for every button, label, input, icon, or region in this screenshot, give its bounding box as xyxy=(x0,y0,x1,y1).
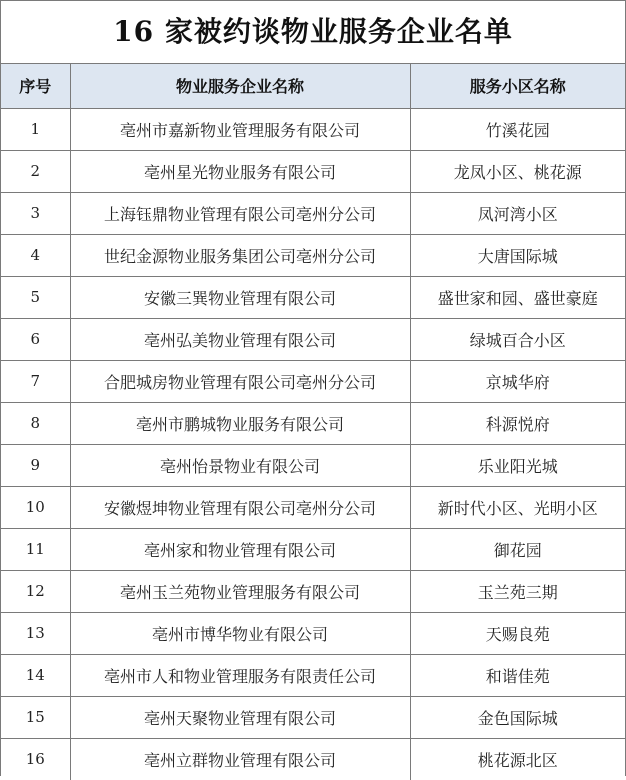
community-name: 御花园 xyxy=(410,528,625,570)
community-name: 玉兰苑三期 xyxy=(410,570,625,612)
table-row xyxy=(1,360,625,402)
company-name: 亳州市嘉新物业管理服务有限公司 xyxy=(70,108,410,150)
company-name: 合肥城房物业管理有限公司亳州分公司 xyxy=(70,360,410,402)
community-name: 金色国际城 xyxy=(410,696,625,738)
header-community: 服务小区名称 xyxy=(410,64,625,108)
row-number: 13 xyxy=(1,612,70,654)
table-row xyxy=(1,402,625,444)
company-name: 上海钰鼎物业管理有限公司亳州分公司 xyxy=(70,192,410,234)
row-number: 16 xyxy=(1,738,70,780)
community-name: 凤河湾小区 xyxy=(410,192,625,234)
community-name: 天赐良苑 xyxy=(410,612,625,654)
community-name: 乐业阳光城 xyxy=(410,444,625,486)
company-name: 亳州星光物业服务有限公司 xyxy=(70,150,410,192)
community-name: 桃花源北区 xyxy=(410,738,625,780)
community-name: 盛世家和园、盛世豪庭 xyxy=(410,276,625,318)
row-number: 2 xyxy=(1,150,70,192)
row-number: 14 xyxy=(1,654,70,696)
table-row xyxy=(1,150,625,192)
table-row xyxy=(1,192,625,234)
community-name: 和谐佳苑 xyxy=(410,654,625,696)
row-number: 7 xyxy=(1,360,70,402)
company-name: 亳州市鹏城物业服务有限公司 xyxy=(70,402,410,444)
table-row xyxy=(1,444,625,486)
community-name: 新时代小区、光明小区 xyxy=(410,486,625,528)
company-name: 亳州怡景物业有限公司 xyxy=(70,444,410,486)
company-name: 亳州立群物业管理有限公司 xyxy=(70,738,410,780)
community-name: 大唐国际城 xyxy=(410,234,625,276)
community-name: 科源悦府 xyxy=(410,402,625,444)
row-number: 8 xyxy=(1,402,70,444)
header-company: 物业服务企业名称 xyxy=(70,64,410,108)
row-number: 5 xyxy=(1,276,70,318)
row-number: 6 xyxy=(1,318,70,360)
table-body xyxy=(1,108,625,780)
company-name: 世纪金源物业服务集团公司亳州分公司 xyxy=(70,234,410,276)
table-row xyxy=(1,318,625,360)
table-row xyxy=(1,108,625,150)
table-row xyxy=(1,486,625,528)
community-name: 龙凤小区、桃花源 xyxy=(410,150,625,192)
table-row xyxy=(1,696,625,738)
community-name: 京城华府 xyxy=(410,360,625,402)
header-row xyxy=(1,64,625,108)
company-name: 亳州弘美物业管理有限公司 xyxy=(70,318,410,360)
row-number: 1 xyxy=(1,108,70,150)
company-name: 安徽三巽物业管理有限公司 xyxy=(70,276,410,318)
company-name: 安徽煜坤物业管理有限公司亳州分公司 xyxy=(70,486,410,528)
table-row xyxy=(1,738,625,780)
table-row xyxy=(1,612,625,654)
company-name: 亳州市博华物业有限公司 xyxy=(70,612,410,654)
row-number: 9 xyxy=(1,444,70,486)
row-number: 11 xyxy=(1,528,70,570)
row-number: 4 xyxy=(1,234,70,276)
company-name: 亳州家和物业管理有限公司 xyxy=(70,528,410,570)
table-row xyxy=(1,234,625,276)
header-no: 序号 xyxy=(1,64,70,108)
company-name: 亳州玉兰苑物业管理服务有限公司 xyxy=(70,570,410,612)
row-number: 15 xyxy=(1,696,70,738)
row-number: 12 xyxy=(1,570,70,612)
community-name: 绿城百合小区 xyxy=(410,318,625,360)
table-header xyxy=(1,64,625,108)
table-row xyxy=(1,528,625,570)
company-table xyxy=(1,64,625,780)
row-number: 10 xyxy=(1,486,70,528)
table-row xyxy=(1,654,625,696)
company-name: 亳州市人和物业管理服务有限责任公司 xyxy=(70,654,410,696)
table-row xyxy=(1,276,625,318)
company-name: 亳州天聚物业管理有限公司 xyxy=(70,696,410,738)
community-name: 竹溪花园 xyxy=(410,108,625,150)
table-row xyxy=(1,570,625,612)
row-number: 3 xyxy=(1,192,70,234)
page-title: 16 家被约谈物业服务企业名单 xyxy=(1,1,625,64)
